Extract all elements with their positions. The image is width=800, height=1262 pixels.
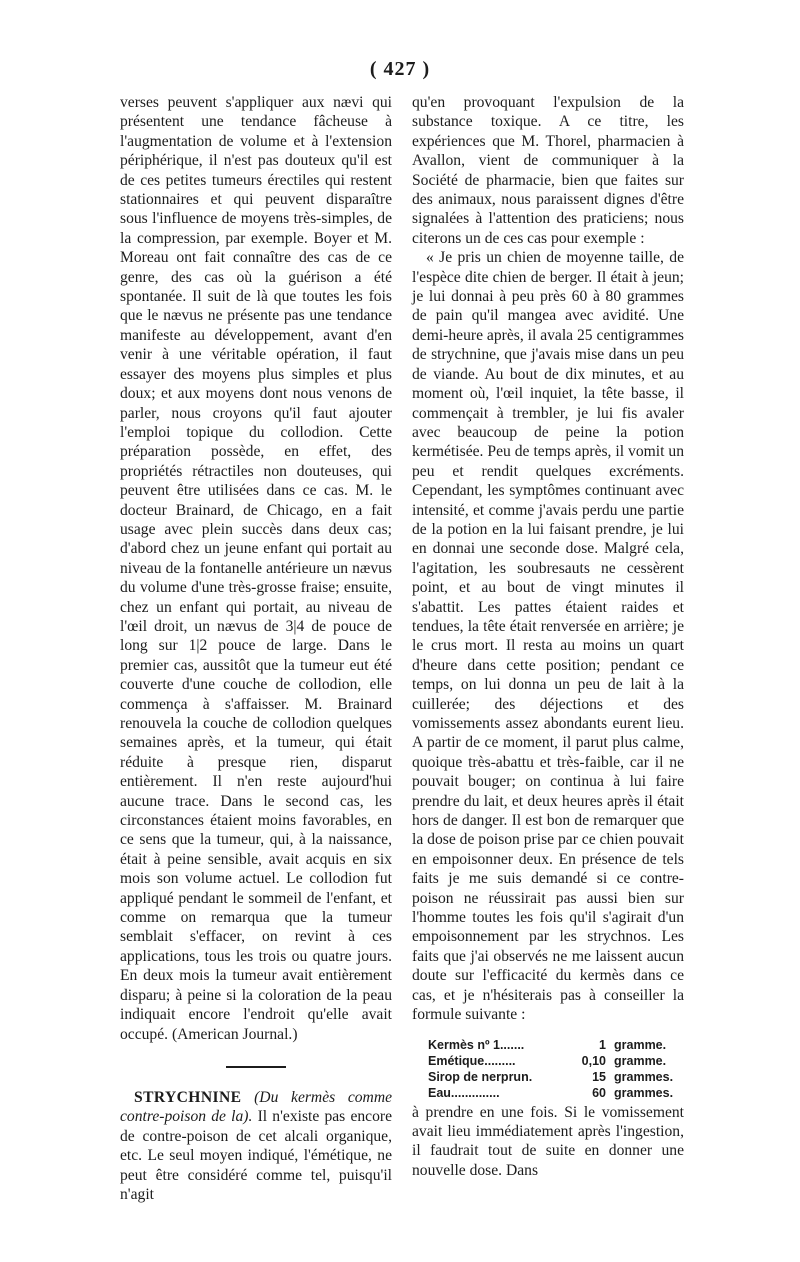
strychnine-article-opening [120,1088,392,1204]
recipe-row [428,1085,684,1101]
recipe-ingredient: Sirop de nerprun. [428,1069,533,1084]
recipe-unit: gramme. [614,1037,667,1052]
recipe-quantity: 0,10 [581,1053,606,1068]
section-divider [226,1066,286,1068]
recipe-table [428,1037,684,1101]
recipe-ingredient: Kermès nº 1....... [428,1037,525,1052]
recipe-row [428,1053,684,1069]
recipe-unit: grammes. [614,1069,674,1084]
quoted-experiment: « Je pris un chien de moyenne taille, de l'espèce dite chien de berger. Il était à jeun; je lui donnai à peu près 60 à 80 grammes de pain qu'il mangea avec avidité. Une demi-heure après, il avala 25 centigrammes de strychnine, que j'avais mise dans un peu de viande. Au bout de dix minutes, et au moment où, l'œil inquiet, la tête basse, il commençait à trembler, je lui fis avaler avec beaucoup de peine la potion kermétisée. Peu de temps après, il vomit un peu et rendit quelques excréments. Cependant, les symptômes continuant avec intensité, et comme j'avais perdu une partie de la potion en la lui faisant prendre, je lui en donnai une seconde dose. Malgré cela, l'agitation, les soubresauts ne cessèrent point, et au bout de vingt minutes il s'abattit. Les pattes étaient raides et tendues, la tête était renversée en arrière; je le crus mort. Il resta au moins un quart d'heure dans cette position; pendant ce temps, on lui donna un peu de lait à la cuillerée; des déjections et des vomissements assez abondants eurent lieu. A partir de ce moment, il parut plus calme, quoique très-abattu et très-faible, car il ne pouvait bouger; on continua à lui faire prendre du lait, et deux heures après il était hors de danger. Il est bon de remarquer que la dose de poison prise par ce chien pouvait en empoisonner deux. En présence de tels faits je me suis demandé si ce contre-poison ne réussirait pas aussi bien sur l'homme toutes les fois qu'il s'agirait d'un empoisonnement par les strychnos. Les faits que j'ai observés ne me laissent aucun doute sur l'efficacité du kermès dans ce cas, et je n'hésiterais pas à conseiller la formule suivante : [412,249,684,1024]
recipe-row [428,1069,684,1085]
recipe-unit: gramme. [614,1053,667,1068]
recipe-ingredient: Eau.............. [428,1085,500,1100]
recipe-quantity: 15 [592,1069,606,1084]
recipe-row [428,1037,684,1053]
naevus-article-continuation: verses peuvent s'appliquer aux nævi qui présentent une tendance fâcheuse à l'augmentation de volume et à l'extension périphérique, il n'est pas douteux qu'il est de ces petites tumeurs érectiles qui restent stationnaires et qui peuvent disparaître sous l'influence de moyens très-simples, de la compression, par exemple. Boyer et M. Moreau ont fait connaître des cas de ce genre, des cas où la guérison a été spontanée. Il suit de là que toutes les fois que le nævus ne présente pas une tendance manifeste au développement, avant d'en venir à une véritable opération, il faut essayer des moyens plus simples et plus doux; et aux moyens dont nous venons de parler, nous croyons qu'il faut ajouter l'emploi topique du collodion. Cette préparation possède, en effet, des propriétés rétractiles non douteuses, qui peuvent être utilisées dans ce cas. M. le docteur Brainard, de Chicago, en a fait usage avec plein succès dans deux cas; d'abord chez un jeune enfant qui portait au niveau de la fontanelle antérieure un nævus du volume d'une très-grosse fraise; ensuite, chez un enfant qui portait, au niveau de l'œil droit, un nævus de 3|4 de pouce de long sur 1|2 pouce de large. Dans le premier cas, aussitôt que la tumeur eut été couverte d'une couche de collodion, elle commença à s'affaisser. M. Brainard renouvela la couche de collodion quelques semaines après, et la tumeur, qui était réduite à presque rien, disparut entièrement. Il n'en reste aujourd'hui aucune trace. Dans le second cas, les circonstances étaient moins favorables, en ce sens que la tumeur, qui, à la naissance, était à peine sensible, avait acquis en six mois son volume actuel. Le collodion fut appliqué pendant le sommeil de l'enfant, et comme on remarqua que la tumeur semblait s'effacer, on revint à ces applications, tous les trois ou quatre jours. En deux mois la tumeur avait entièrement disparu; à peine si la coloration de la peau indiquait encore l'endroit qu'elle avait occupé. (American Journal.) [120,94,392,1043]
recipe-unit: grammes. [614,1085,674,1100]
article-body: Il n'existe pas encore de contre-poison de cet alcali organique, etc. Le seul moyen indiqué, l'émétique, ne peut être considéré comme tel, puisqu'il n'agit [120,1108,392,1203]
article-title: STRYCHNINE [134,1088,242,1106]
closing-paragraph: à prendre en une fois. Si le vomissement avait lieu immédiatement après l'ingestion, il faudrait tout de suite en donner une nouvelle dose. Dans [412,1103,684,1179]
page-number: ( 427 ) [369,58,431,80]
strychnine-article-continuation: qu'en provoquant l'expulsion de la substance toxique. A ce titre, les expériences que M. Thorel, pharmacien à Avallon, vient de communiquer à la Société de pharmacie, bien que faites sur des animaux, nous paraissent dignes d'être signalées à l'attention des praticiens; nous citerons un de ces cas pour exemple : [412,94,684,247]
recipe-quantity: 1 [599,1037,606,1052]
recipe-ingredient: Emétique......... [428,1053,516,1068]
article-subtitle: (Du kermès comme contre-poison de la). [120,1088,393,1126]
left-column [120,93,392,1204]
right-column [412,93,684,1180]
recipe-quantity: 60 [592,1085,606,1100]
